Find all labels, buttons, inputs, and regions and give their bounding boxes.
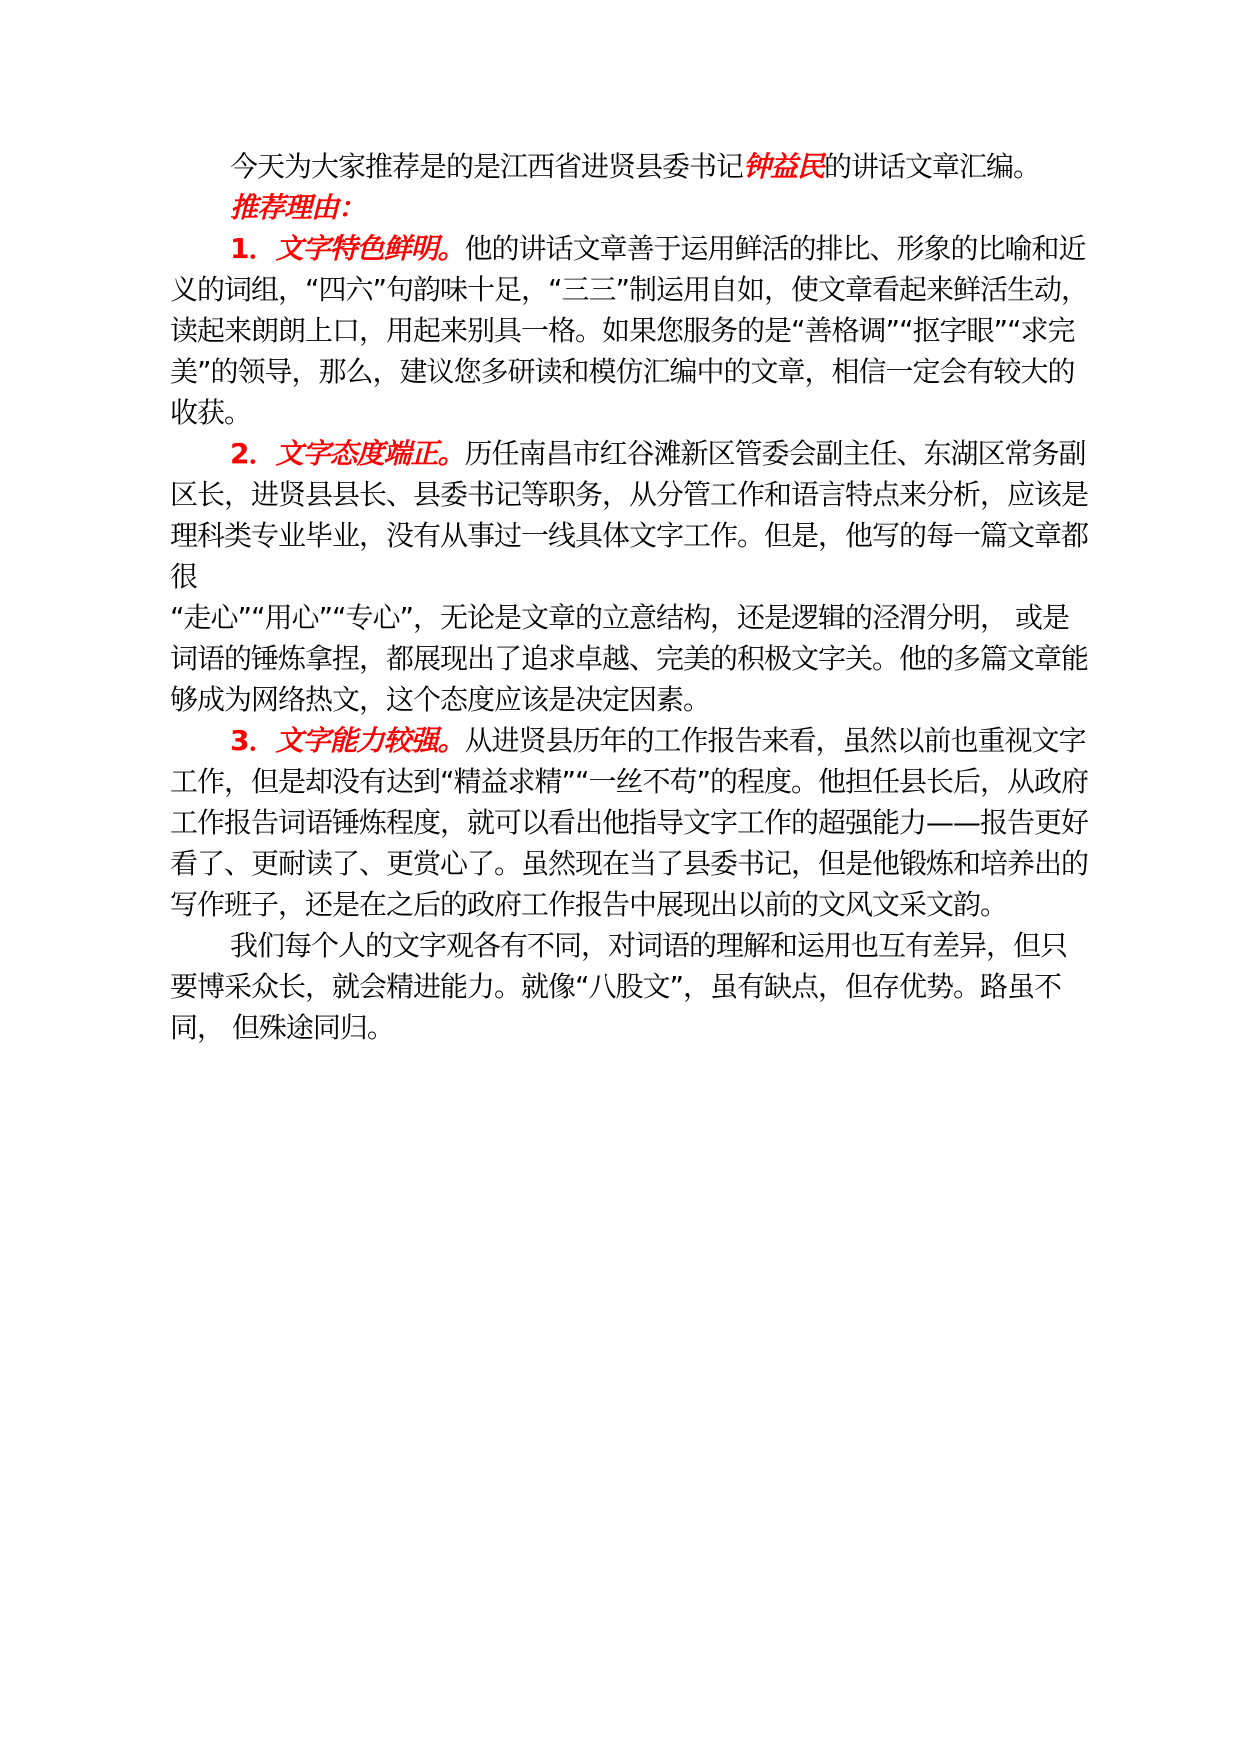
intro-text-after: 的讲话文章汇编。 [824,150,1041,183]
reason-3-body: 从进贤县历年的工作报告来看，虽然以前也重视文字工作，但是却没有达到“精益求精”“一丝不苟”的程度。他担任县长后，从政府工作报告词语锤炼程度，就可以看出他指导文字工作的超强能力——报告更好看了、更耐读了、更赏心了。虽然现在当了县委书记，但是他锻炼和培养出的写作班子，还是在之后的政府工作报告中展现出以前的文风文采文韵。 [170,724,1089,921]
reason-3-title: 文字能力较强。 [275,724,465,757]
reason-1-body: 他的讲话文章善于运用鲜活的排比、形象的比喻和近义的词组，“四六”句韵味十足，“三三”制运用自如，使文章看起来鲜活生动， 读起来朗朗上口，用起来别具一格。如果您服务的是“善格调”“抠字眼”“求完美”的领导，那么，建议您多研读和模仿汇编中的文章，相信一定会有较大的收获。 [170,232,1089,429]
document-page [170,146,1090,1048]
reason-3-paragraph [170,720,1090,925]
reason-2-paragraph [170,433,1090,597]
reason-3-number: 3． [230,724,276,757]
reason-2-body: 历任南昌市红谷滩新区管委会副主任、东湖区常务副区长，进贤县县长、县委书记等职务，从分管工作和语言特点来分析，应该是理科类专业毕业，没有从事过一线具体文字工作。但是，他写的每一篇文章都很 [170,437,1089,593]
reason-1-title: 文字特色鲜明。 [275,232,465,265]
reason-1-number: 1． [230,232,276,265]
intro-text-before: 今天为大家推荐是的是江西省进贤县委书记 [230,150,744,183]
reason-1-paragraph [170,228,1090,433]
closing-paragraph: 我们每个人的文字观各有不同，对词语的理解和运用也互有差异，但只要博采众长，就会精进能力。就像“八股文”，虽有缺点，但存优势。路虽不同， 但殊途同归。 [170,929,1068,1044]
reason-2-number: 2． [230,437,276,470]
reason-2-continuation: “走心”“用心”“专心”，无论是文章的立意结构，还是逻辑的泾渭分明， 或是词语的锤炼拿捏，都展现出了追求卓越、完美的积极文字关。他的多篇文章能够成为网络热文，这个态度应该是决定因素。 [170,601,1089,716]
highlighted-name: 钟益民 [743,150,825,183]
reasons-heading-paragraph [170,187,1090,228]
intro-paragraph [170,146,1090,187]
reason-2-title: 文字态度端正。 [275,437,465,470]
reasons-heading: 推荐理由： [230,191,366,224]
